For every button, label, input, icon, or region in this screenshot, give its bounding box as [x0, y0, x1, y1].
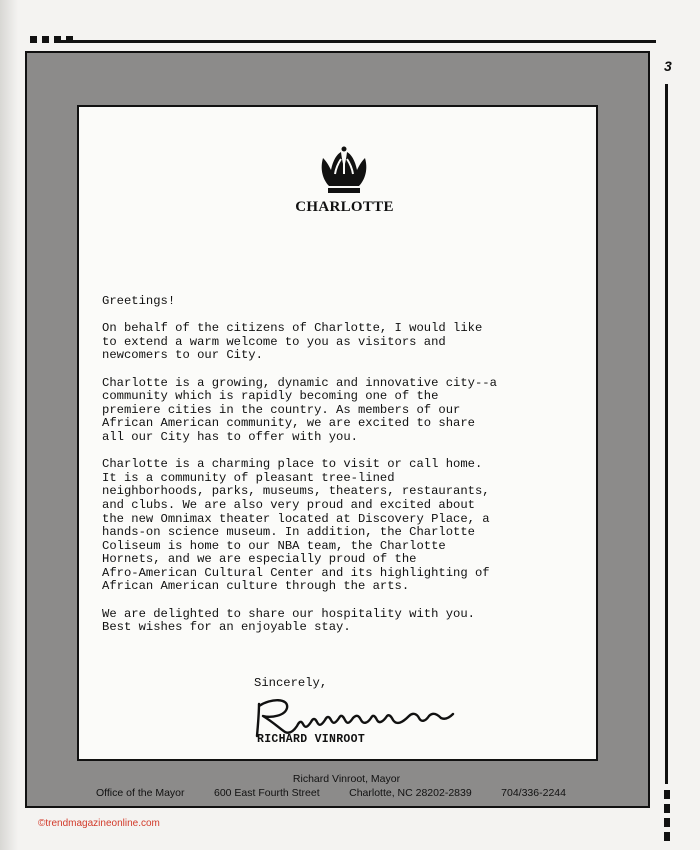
paragraph-hospitality: We are delighted to share our hospitality with you. Best wishes for an enjoyable stay.: [102, 606, 475, 635]
city-name-wordmark: CHARLOTTE: [295, 199, 394, 215]
page-number: 3: [664, 58, 672, 74]
paragraph-growing-city: Charlotte is a growing, dynamic and innovative city--a community which is rapidly becoming one of the premiere cities in the country. As members of our African American community, we are excited to share all our City has to offer with you.: [102, 375, 497, 444]
watermark-link[interactable]: ©trendmagazineonline.com: [38, 818, 160, 829]
crown-logo-icon: [317, 144, 371, 198]
page-edge-shadow: [0, 0, 18, 850]
greeting: Greetings!: [102, 294, 176, 308]
gray-frame: [25, 51, 650, 808]
signer-name: RICHARD VINROOT: [257, 733, 366, 746]
mayor-letter: [77, 105, 598, 799]
footer-phone: 704/336-2244: [501, 787, 566, 799]
right-dash-marks: [664, 790, 670, 841]
top-rule: [60, 40, 656, 43]
footer-address-line: [96, 787, 566, 799]
footer-street: 600 East Fourth Street: [213, 787, 320, 799]
letter-body: [102, 295, 582, 648]
right-rule: [665, 84, 668, 784]
footer-office: Office of the Mayor: [96, 787, 185, 799]
footer-city-state-zip: Charlotte, NC 28202-2839: [349, 787, 472, 799]
paragraph-charming-place: Charlotte is a charming place to visit or call home. It is a community of pleasant tree-lined neighborhoods, parks, museums, theaters, restaurants, and clubs. We are also very proud and excited about the new Omnimax theater located at Discovery Place, a hands-on science museum. In addition, the Charlotte Coliseum is home to our NBA team, the Charlotte Hornets, and we are especially proud of the Afro-American Cultural Center and its highlighting of African American culture through the arts.: [102, 457, 490, 594]
paragraph-welcome: On behalf of the citizens of Charlotte, I would like to extend a warm welcome to you as visitors and newcomers to our City.: [102, 321, 483, 363]
closing: Sincerely,: [254, 676, 328, 690]
footer-name-title: Richard Vinroot, Mayor: [292, 773, 401, 785]
